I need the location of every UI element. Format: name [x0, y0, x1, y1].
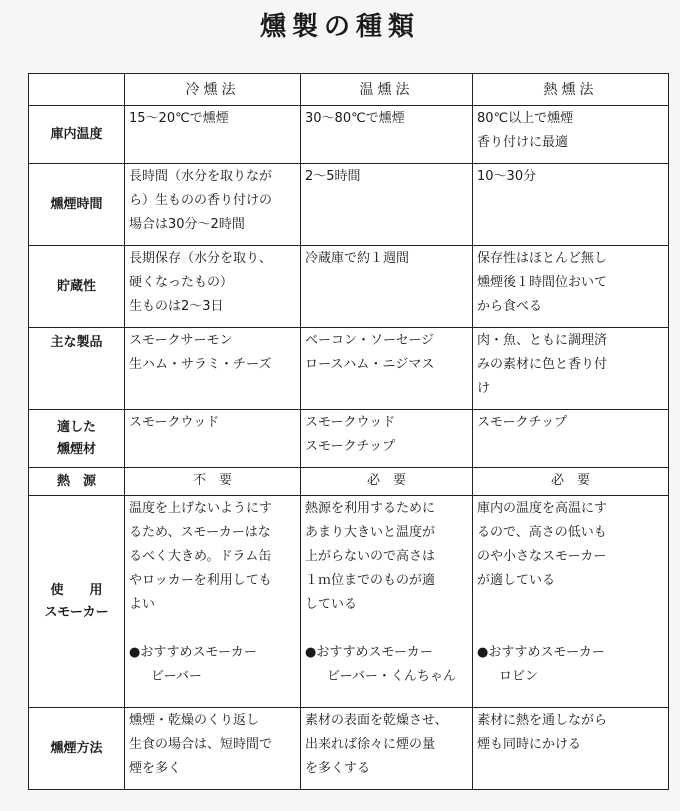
cell-warm: [301, 328, 473, 410]
table-row: [29, 164, 669, 246]
cell-cold: [125, 496, 301, 708]
row-label-smoking-time: [29, 164, 125, 246]
table-row: [29, 246, 669, 328]
cell-hot: [473, 496, 669, 708]
cell-line: 出来れば徐々に煙の量: [305, 737, 436, 752]
cell-line: 温度を上げないようにす: [129, 501, 273, 516]
cell-line: 生食の場合は、短時間で: [129, 737, 273, 752]
smoking-types-table: [28, 73, 669, 790]
row-label-main-products: [29, 328, 125, 410]
cell-line: 素材に熱を通しながら: [477, 713, 608, 728]
cell-line: 庫内の温度を高温にす: [477, 501, 608, 516]
table-row: [29, 328, 669, 410]
header-row: [29, 74, 669, 106]
cell-line: 10～30分: [477, 169, 537, 184]
row-label-smoking-material: [29, 410, 125, 468]
cell-line: 上がらないので高さは: [305, 549, 436, 564]
cell-line: 長時間（水分を取りなが: [129, 169, 273, 184]
recommended-smoker-label: ●おすすめスモーカー: [477, 645, 605, 660]
cell-hot: [473, 246, 669, 328]
cell-line: やロッカーを利用しても: [129, 573, 272, 588]
cell-cold: [125, 164, 301, 246]
table-row: [29, 410, 669, 468]
cell-cold: [125, 106, 301, 164]
cell-line: を多くする: [305, 761, 371, 776]
cell-hot: [473, 106, 669, 164]
cell-hot: [473, 328, 669, 410]
smoking-types-table-wrap: [28, 73, 668, 790]
cell-warm: [301, 164, 473, 246]
row-label-storage: [29, 246, 125, 328]
cell-line: 煙も同時にかける: [477, 737, 582, 752]
cell-line: 熱源を利用するために: [305, 501, 436, 516]
row-label-line: 適した: [56, 419, 96, 435]
cell-cold: [125, 468, 301, 496]
cell-warm: [301, 410, 473, 468]
cell-line: 長期保存（水分を取り、: [129, 251, 273, 266]
cell-line: スモークウッド: [305, 415, 396, 430]
cell-line: 燻煙・乾燥のくり返し: [129, 713, 260, 728]
cell-line: のや小さなスモーカー: [477, 549, 607, 564]
cell-line: 肉・魚、ともに調理済: [477, 333, 608, 348]
cell-line: から食べる: [477, 299, 543, 314]
cell-warm: [301, 246, 473, 328]
cell-line: るため、スモーカーはな: [129, 525, 271, 540]
row-label-heat-source: [29, 468, 125, 496]
header-cold-smoking: 冷燻法: [125, 74, 301, 106]
table-row: [29, 106, 669, 164]
cell-line: 生ハム・サラミ・チーズ: [129, 357, 272, 372]
cell-line: 硬くなったもの）: [129, 275, 234, 290]
cell-line: みの素材に色と香り付: [477, 357, 608, 372]
recommended-smoker-name: ビーバー: [151, 669, 202, 684]
cell-line: 2～5時間: [305, 169, 361, 184]
cell-line: 保存性はほとんど無し: [477, 251, 608, 266]
recommended-smoker-name: ロビン: [499, 669, 539, 684]
cell-line: るので、高さの低いも: [477, 525, 607, 540]
row-label-line: 庫内温度: [50, 126, 103, 142]
header-warm-smoking: 温燻法: [301, 74, 473, 106]
cell-line: 香り付けに最適: [477, 135, 569, 150]
cell-line: 30～80℃で燻煙: [305, 111, 405, 126]
cell-line: け: [477, 381, 491, 396]
cell-line: 場合は30分～2時間: [129, 217, 245, 232]
row-label-temperature: [29, 106, 125, 164]
row-label-line: 使 用: [50, 582, 103, 598]
cell-line: スモークチップ: [305, 439, 396, 454]
recommended-smoker-label: ●おすすめスモーカー: [129, 645, 257, 660]
cell-line: 必 要: [550, 473, 590, 488]
cell-line: が適している: [477, 573, 556, 588]
cell-line: ベーコン・ソーセージ: [305, 333, 434, 348]
cell-line: スモークチップ: [477, 415, 568, 430]
row-label-smoker: [29, 496, 125, 708]
cell-line: 煙を多く: [129, 761, 182, 776]
cell-line: ロースハム・ニジマス: [305, 357, 435, 372]
cell-hot: [473, 164, 669, 246]
cell-cold: [125, 708, 301, 790]
row-label-line: 燻煙材: [56, 441, 96, 457]
cell-line: 燻煙後１時間位おいて: [477, 275, 608, 290]
row-label-line: 貯蔵性: [56, 278, 96, 294]
recommended-smoker-label: ●おすすめスモーカー: [305, 645, 433, 660]
cell-line: している: [305, 597, 358, 612]
cell-line: 生ものは2～3日: [129, 299, 224, 314]
row-label-smoking-method: [29, 708, 125, 790]
row-label-line: スモーカー: [44, 604, 109, 620]
table-row: [29, 708, 669, 790]
cell-line: スモークウッド: [129, 415, 220, 430]
cell-cold: [125, 328, 301, 410]
cell-line: 不 要: [192, 473, 232, 488]
cell-line: ら）生ものの香り付けの: [129, 193, 273, 208]
cell-cold: [125, 410, 301, 468]
row-label-line: 熱 源: [56, 473, 96, 489]
cell-warm: [301, 708, 473, 790]
cell-line: るべく大きめ。ドラム缶: [129, 549, 272, 564]
cell-warm: [301, 106, 473, 164]
cell-line: あまり大きいと温度が: [305, 525, 436, 540]
cell-hot: [473, 708, 669, 790]
page-title: 燻製の種類: [259, 12, 420, 42]
cell-line: よい: [129, 597, 156, 612]
table-row: [29, 468, 669, 496]
cell-line: １ｍ位までのものが適: [305, 573, 436, 588]
cell-line: スモークサーモン: [129, 333, 233, 348]
cell-cold: [125, 246, 301, 328]
cell-line: 必 要: [366, 473, 406, 488]
header-hot-smoking: 熱燻法: [473, 74, 669, 106]
row-label-line: 主な製品: [50, 335, 103, 350]
cell-line: 80℃以上で燻煙: [477, 111, 574, 126]
row-label-line: 燻煙時間: [50, 196, 103, 212]
cell-warm: [301, 468, 473, 496]
row-label-line: 燻煙方法: [50, 740, 103, 756]
cell-line: 素材の表面を乾燥させ、: [305, 713, 448, 728]
cell-hot: [473, 410, 669, 468]
cell-warm: [301, 496, 473, 708]
cell-line: 15～20℃で燻煙: [129, 111, 229, 126]
cell-line: 冷蔵庫で約１週間: [305, 251, 410, 266]
spacer: [477, 593, 664, 617]
header-corner: [29, 74, 125, 106]
cell-hot: [473, 468, 669, 496]
recommended-smoker-name: ビーバー・くんちゃん: [327, 669, 456, 684]
table-row: [29, 496, 669, 708]
